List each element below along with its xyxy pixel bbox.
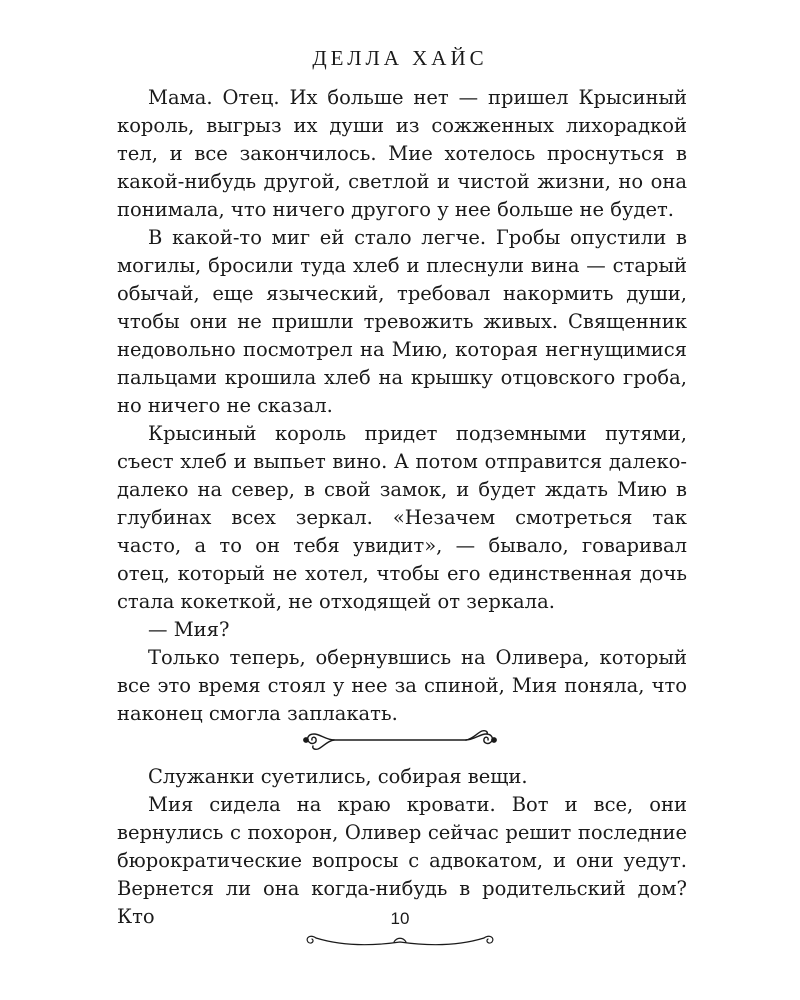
paragraph: Служанки суетились, собирая вещи. <box>148 765 528 788</box>
paragraph: Мия сидела на краю кровати. Вот и все, они вернулись с похорон, Оливер сейчас решит последние бюрократические вопросы с адвокатом, и они уедут. Вернется ли она когда-нибудь в родительский дом? Кто <box>117 793 687 928</box>
dialogue-line: — Мия? <box>148 618 230 641</box>
body-text-section-1 <box>117 84 687 728</box>
paragraph: В какой-то миг ей стало легче. Гробы опустили в могилы, бросили туда хлеб и плеснули вина — старый обычай, еще языческий, требовал накормить души, чтобы они не пришли тревожить живых. Священник недовольно посмотрел на Мию, которая негнущимися пальцами крошила хлеб на крышку отцовского гроба, но ничего не сказал. <box>117 226 687 417</box>
section-separator-ornament <box>300 722 500 758</box>
page-number: 10 <box>390 909 410 928</box>
page-number-ornament <box>302 930 498 950</box>
running-head: ДЕЛЛА ХАЙС <box>312 46 488 70</box>
paragraph: Крысиный король придет подземными путями, съест хлеб и выпьет вино. А потом отправится далеко-далеко на север, в свой замок, и будет ждать Мию в глубинах всех зеркал. «Незачем смотреться так часто, а то он тебя увидит», — бывало, говаривал отец, который не хотел, чтобы его единственная дочь стала кокеткой, не отходящей от зеркала. <box>117 422 687 613</box>
body-text-section-2 <box>117 763 687 931</box>
paragraph: Мама. Отец. Их больше нет — пришел Крысиный король, выгрыз их души из сожженных лихорадкой тел, и все закончилось. Мие хотелось проснуться в какой-нибудь другой, светлой и чистой жизни, но она понимала, что ничего другого у нее больше не будет. <box>117 86 687 221</box>
paragraph: Только теперь, обернувшись на Оливера, который все это время стоял у нее за спиной, Мия поняла, что наконец смогла заплакать. <box>117 646 687 725</box>
